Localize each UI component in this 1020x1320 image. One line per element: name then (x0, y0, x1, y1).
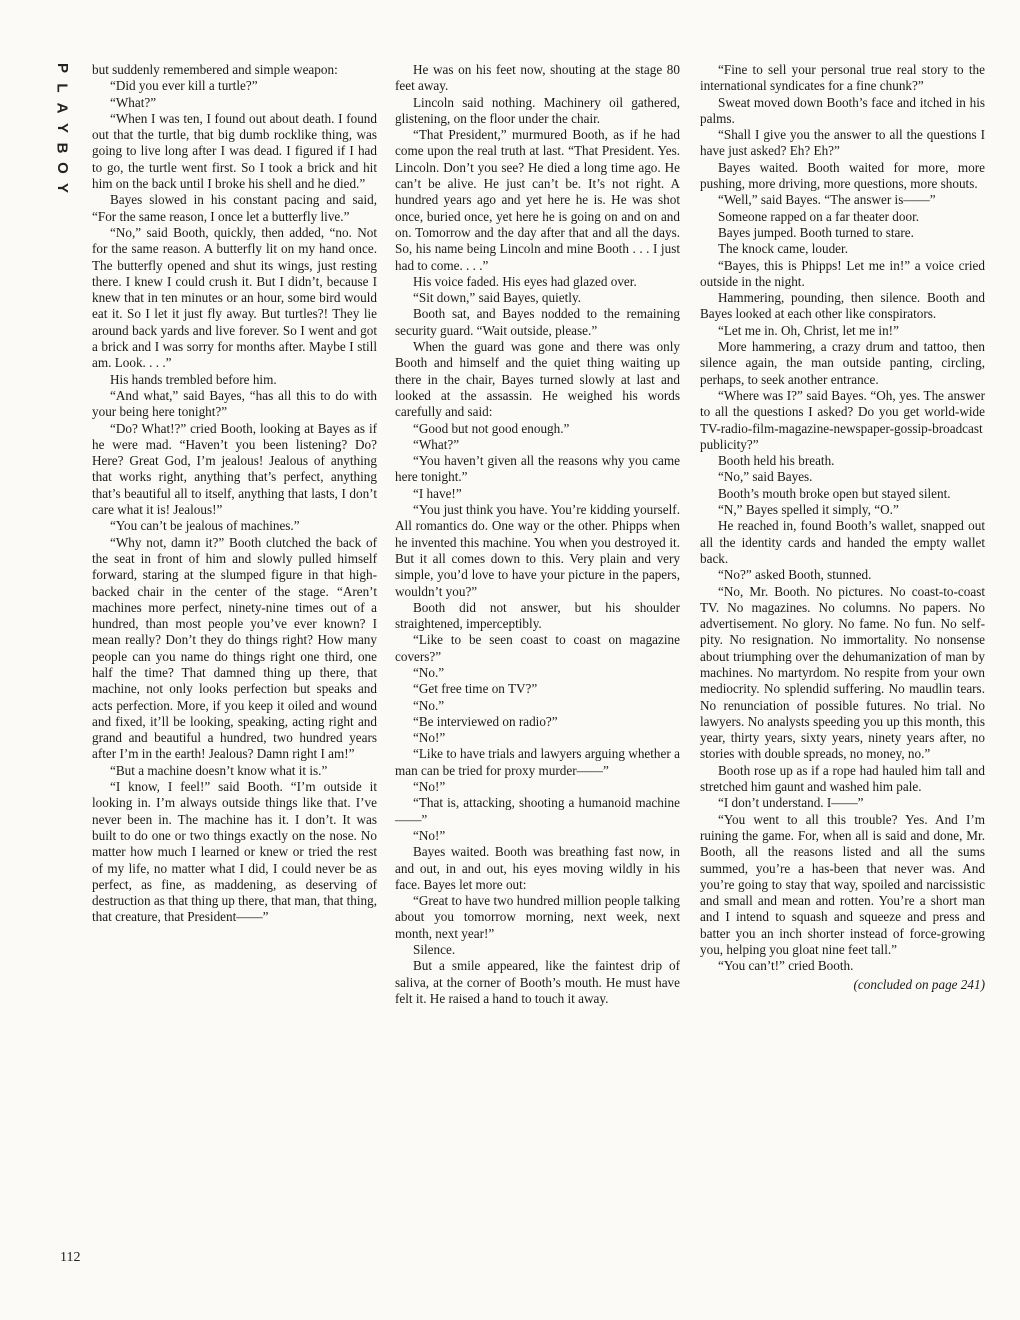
paragraph: “No!” (413, 779, 446, 795)
paragraph: Someone rapped on a far theater door. (718, 208, 920, 224)
paragraph: “Good but not good enough.” (413, 420, 570, 436)
paragraph: but suddenly remembered and simple weapon: (92, 62, 338, 77)
paragraph: “Why not, damn it?” Booth clutched the back of the seat in front of him and slowly pulled himself forward, staring at the slumped figure in that high-backed chair in the center of the stage. “Aren’t machines more perfect, ninety-nine times out of a hundred, than most people you’ve ever known? I mean really? Don’t they do things right? How many people can you name do things right one third, one half the time? That damned thing up there, that machine, not only looks perfection but speaks and acts perfection. More, if you keep it oiled and wound and fixed, it’ll be looking, speaking, acting right and grand and beautiful a hundred, two hundred years after I’m in the earth! Jealous? Damn right I am!” (92, 534, 377, 762)
paragraph: “Do? What!?” cried Booth, looking at Bayes as if he were mad. “Haven’t you been listening? Do? Here? Great God, I’m jealous! Jealous of anything that works right, anything that’s perfect, anything that’s beautiful all to itself, anything that lasts, I don’t care what it is! Jealous!” (92, 420, 377, 518)
paragraph: “I have!” (413, 485, 462, 501)
paragraph: The knock came, louder. (718, 241, 848, 257)
paragraph: “Bayes, this is Phipps! Let me in!” a voice cried outside in the night. (700, 257, 985, 289)
paragraph: Bayes slowed in his constant pacing and said, “For the same reason, I once let a butterfly live.” (92, 192, 377, 224)
magazine-masthead (53, 58, 71, 198)
paragraph: “But a machine doesn’t know what it is.” (110, 762, 328, 778)
paragraph: Booth held his breath. (718, 453, 835, 469)
paragraph: “Get free time on TV?” (413, 681, 538, 697)
text-column-1 (92, 62, 377, 926)
paragraph: “Did you ever kill a turtle?” (110, 78, 258, 94)
paragraph: When the guard was gone and there was only Booth and himself and the quiet thing waiting up there in the chair, Bayes turned slowly at last and looked at the assassin. He weighed his words carefully and said: (395, 339, 680, 420)
paragraph: “No?” asked Booth, stunned. (718, 567, 872, 583)
paragraph: “You can’t!” cried Booth. (718, 958, 854, 974)
paragraph: “I know, I feel!” said Booth. “I’m outside it looking in. I’m always outside things like that. I’ve never been in. The machine has it. I don’t. It was built to do one or two things exactly on the nose. No matter how much I learned or knew or tried the rest of my life, no matter what I did, I could never be as perfect, as fine, as maddening, as deserving of destruction as that thing up there, that man, that thing, that creature, that President——” (92, 779, 377, 925)
masthead-letter: B (53, 142, 71, 154)
paragraph: More hammering, a crazy drum and tattoo, then silence again, the man outside panting, circling, perhaps, to seek another entrance. (700, 339, 985, 387)
paragraph: Silence. (413, 942, 456, 958)
paragraph: “Shall I give you the answer to all the questions I have just asked? Eh? Eh?” (700, 127, 985, 159)
paragraph: “Be interviewed on radio?” (413, 713, 558, 729)
text-column-3 (700, 62, 985, 993)
paragraph: “No,” said Booth, quickly, then added, “no. Not for the same reason. A butterfly lit on my hand once. The butterfly opened and shut its wings, just resting there. I knew I could crush it. But I didn’t, because I knew that in ten minutes or an hour, some bird would eat it. So I let it just fly away. But turtles?! They lie around back yards and live forever. So I went and got a brick and I was sorry for months after. Maybe I still am. Look. . . .” (92, 224, 377, 371)
paragraph: Bayes waited. Booth was breathing fast now, in and out, in and out, his eyes moving wildly in his face. Bayes let more out: (395, 844, 680, 892)
page-number: 112 (60, 1250, 81, 1265)
masthead-letter: L (53, 83, 71, 93)
paragraph: “Where was I?” said Bayes. “Oh, yes. The answer to all the questions I asked? Do you get world-wide TV-radio-film-magazine-newspaper-gossip-broadcast publicity?” (700, 387, 985, 452)
paragraph: “What?” (110, 94, 157, 110)
paragraph: “Like to be seen coast to coast on magazine covers?” (395, 632, 680, 664)
masthead-letter: Y (53, 182, 71, 194)
continuation-note: (concluded on page 241) (853, 976, 985, 992)
masthead-letter: A (53, 102, 71, 114)
paragraph: His hands trembled before him. (110, 371, 277, 387)
paragraph: “You went to all this trouble? Yes. And I’m ruining the game. For, when all is said and done, Mr. Booth, all the reasons listed and all the sums summed, you’re a has-been that never was. And you’re going to stay that way, spoiled and narcissistic and small and mean and rotten. You’re a short man and I intend to squash and squeeze and press and batter you an inch shorter instead of force-growing you, helping you gloat nine feet tall.” (700, 811, 985, 958)
paragraph: “No.” (413, 697, 445, 713)
masthead-letter: P (53, 62, 71, 74)
paragraph: “No.” (413, 664, 445, 680)
paragraph: “That President,” murmured Booth, as if he had come upon the real truth at last. “That President. Yes. Lincoln. Don’t you see? He died a long time ago. He can’t be alive. He just can’t be. It’s not right. A hundred years ago and yet here he is. He was shot once, buried once, yet here he is going on and on and on. Tomorrow and the day after that and all the days. So, his name being Lincoln and mine Booth . . . I just had to come. . . .” (395, 127, 680, 273)
paragraph: Booth sat, and Bayes nodded to the remaining security guard. “Wait outside, please.” (395, 306, 680, 338)
paragraph: Booth rose up as if a rope had hauled him tall and stretched him gaunt and washed him pale. (700, 762, 985, 795)
paragraph: “You haven’t given all the reasons why you came here tonight.” (395, 453, 680, 485)
paragraph: But a smile appeared, like the faintest drip of saliva, at the corner of Booth’s mouth. He must have felt it. He raised a hand to touch it away. (395, 958, 680, 1006)
paragraph: “You just think you have. You’re kidding yourself. All romantics do. One way or the other. Phipps when he invented this machine. You when you destroyed it. But it all comes down to this. Very plain and very simple, you’d love to have your picture in the papers, wouldn’t you?” (395, 502, 680, 599)
text-column-2 (395, 62, 680, 1007)
paragraph: “No!” (413, 730, 446, 746)
paragraph: He was on his feet now, shouting at the stage 80 feet away. (395, 62, 680, 94)
paragraph: Sweat moved down Booth’s face and itched in his palms. (700, 94, 985, 126)
paragraph: “Let me in. Oh, Christ, let me in!” (718, 322, 899, 338)
paragraph: “Great to have two hundred million people talking about you tomorrow morning, next week, next month, next year!” (395, 893, 680, 941)
paragraph: “No,” said Bayes. (718, 469, 813, 485)
paragraph: “No, Mr. Booth. No pictures. No coast-to-coast TV. No magazines. No columns. No papers. No advertisement. No glory. No fame. No fun. No self-pity. No resignation. No immortality. No nonsense about triumphing over the dehumanization of man by machines. No martyrdom. No respite from your own mediocrity. No splendid suffering. No maudlin tears. No renunciation of possible futures. No trial. No lawyers. No analysts speeding you up this month, this year, thirty years, sixty years, ninety years after, no stories with double spreads, no money, no.” (700, 583, 985, 762)
paragraph: Hammering, pounding, then silence. Booth and Bayes looked at each other like conspirators. (700, 290, 985, 322)
paragraph: His voice faded. His eyes had glazed over. (413, 273, 637, 289)
masthead-letter: Y (53, 122, 71, 134)
masthead-letter: O (53, 162, 71, 174)
paragraph: Booth’s mouth broke open but stayed silent. (718, 485, 951, 501)
paragraph: Bayes waited. Booth waited for more, more pushing, more driving, more questions, more shouts. (700, 159, 985, 192)
paragraph: Bayes jumped. Booth turned to stare. (718, 224, 914, 240)
paragraph: Booth did not answer, but his shoulder straightened, imperceptibly. (395, 599, 680, 632)
paragraph: “And what,” said Bayes, “has all this to do with your being here tonight?” (92, 387, 377, 420)
paragraph: “I don’t understand. I——” (718, 795, 864, 811)
paragraph: “N,” Bayes spelled it simply, “O.” (718, 502, 899, 518)
paragraph: “Well,” said Bayes. “The answer is——” (718, 192, 936, 208)
paragraph: “When I was ten, I found out about death. I found out that the turtle, that big dumb rocklike thing, was going to live long after I was dead. I figured if I had to go, the turtle went first. So I took a brick and hit him on the back until I broke his shell and he died.” (92, 110, 377, 192)
paragraph: “Like to have trials and lawyers arguing whether a man can be tried for proxy murder——” (395, 746, 680, 778)
paragraph: “You can’t be jealous of machines.” (110, 518, 300, 534)
paragraph: “What?” (413, 436, 460, 452)
paragraph: Lincoln said nothing. Machinery oil gathered, glistening, on the floor under the chair. (395, 94, 680, 126)
paragraph: “No!” (413, 827, 446, 843)
paragraph: “Sit down,” said Bayes, quietly. (413, 290, 581, 306)
paragraph: “Fine to sell your personal true real story to the international syndicates for a fine chunk?” (700, 62, 985, 94)
paragraph: “That is, attacking, shooting a humanoid machine——” (395, 795, 680, 827)
paragraph: He reached in, found Booth’s wallet, snapped out all the identity cards and handed the empty wallet back. (700, 518, 985, 566)
